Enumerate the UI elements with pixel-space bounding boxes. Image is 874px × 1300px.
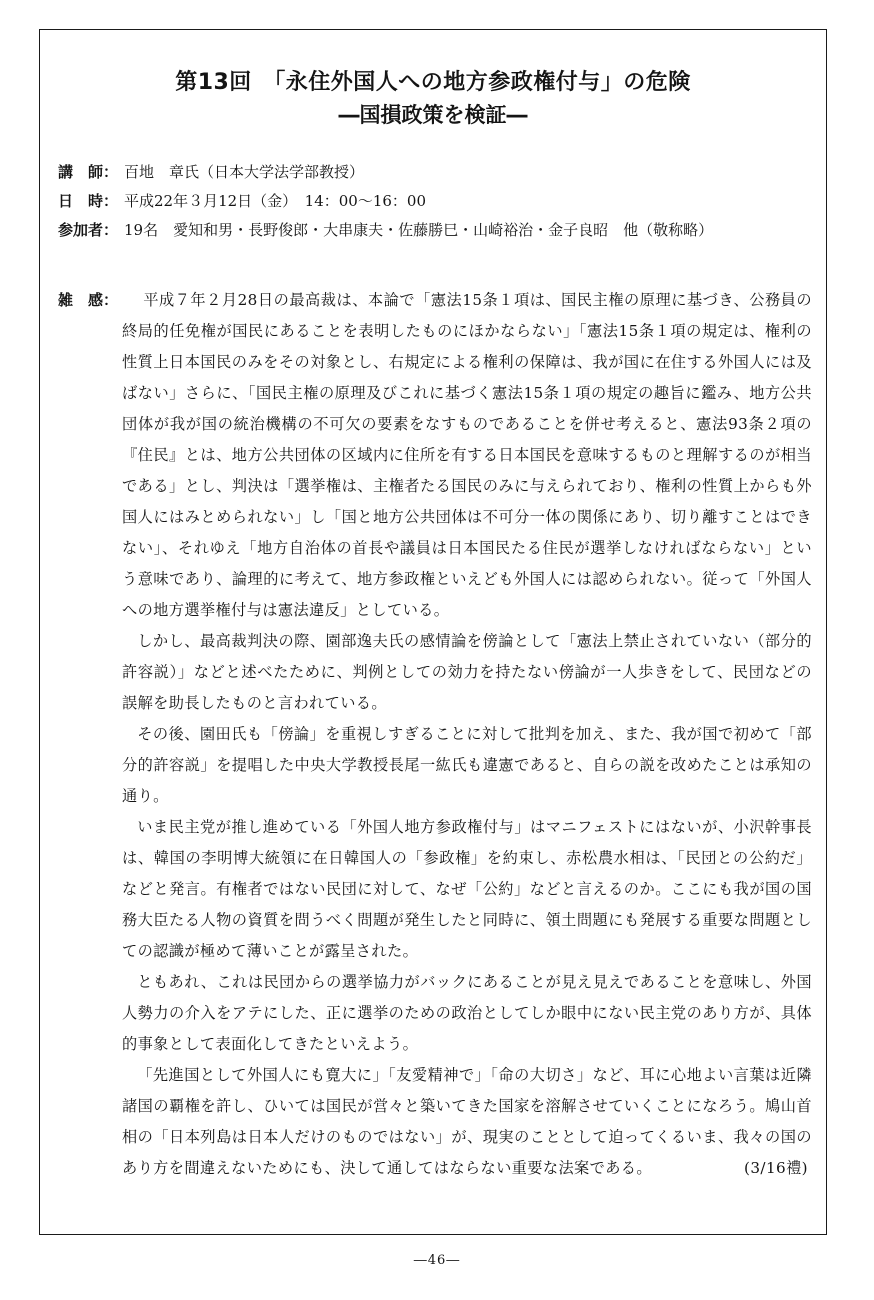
- notes-paragraph: いま民主党が推し進めている「外国人地方参政権付与」はマニフェストにはないが、小沢幹事長は、韓国の李明博大統領に在日韓国人の「参政権」を約束し、赤松農水相は、「民団との公約だ」などと発言。有権者ではない民団に対して、なぜ「公約」などと言えるのか。ここにも我が国の国務大臣たる人物の資質を問うべく問題が発生したと同時に、領土問題にも発展する重要な問題としての認識が極めて薄いことが露呈された。: [122, 818, 812, 960]
- notes-paragraph: 平成７年２月28日の最高裁は、本論で「憲法15条１項は、国民主権の原理に基づき、公務員の終局的任免権が国民にあることを表明したものにほかならない」「憲法15条１項の規定は、権利の性質上日本国民のみをその対象とし、右規定による権利の保障は、我が国に在住する外国人には及ばない」さらに、「国民主権の原理及びこれに基づく憲法15条１項の規定の趣旨に鑑み、地方公共団体が我が国の統治機構の不可欠の要素をなすものであることを併せ考えると、憲法93条２項の『住民』とは、地方公共団体の区域内に住所を有する日本国民を意味するものと理解するのが相当である」とし、判決は「選挙権は、主権者たる国民のみに与えられており、権利の性質上からも外国人にはみとめられない」し「国と地方公共団体は不可分一体の関係にあり、切り離すことはできない」、それゆえ「地方自治体の首長や議員は日本国民たる住民が選挙しなければならない」という意味であり、論理的に考えて、地方参政権といえども外国人には認められない。従って「外国人への地方選挙権付与は憲法違反」としている。: [122, 291, 812, 619]
- meeting-info: [58, 158, 713, 245]
- participants-value: 19名 愛知和男・長野俊郎・大串康夫・佐藤勝巳・山崎裕治・金子良昭 他（敬称略）: [124, 221, 714, 239]
- notes-paragraph: しかし、最高裁判決の際、園部逸夫氏の感情論を傍論として「憲法上禁止されていない（部分的許容説）」などと述べたために、判例としての効力を持たない傍論が一人歩きをして、民団などの誤解を助長したものと言われている。: [122, 632, 812, 712]
- lecturer-value: 百地 章氏（日本大学法学部教授）: [124, 163, 365, 181]
- document-frame: [39, 29, 827, 1235]
- datetime-row: [58, 187, 713, 216]
- participants-label: 参加者：: [58, 221, 119, 239]
- datetime-value: 平成22年３月12日（金） 14：00〜16：00: [124, 192, 427, 210]
- notes-paragraph: ともあれ、これは民団からの選挙協力がバックにあることが見え見えであることを意味し、外国人勢力の介入をアテにした、正に選挙のための政治としてしか眼中にない民主党のあり方が、具体的事象として表面化してきたといえよう。: [122, 973, 812, 1053]
- datetime-label: 日 時：: [58, 192, 119, 210]
- lecturer-row: [58, 158, 713, 187]
- notes-paragraph: その後、園田氏も「傍論」を重視しすぎることに対して批判を加え、また、我が国で初めて「部分的許容説」を提唱した中央大学教授長尾一紘氏も違憲であると、自らの説を改めたことは承知の通り。: [122, 725, 812, 805]
- notes-paragraph: 「先進国として外国人にも寛大に」「友愛精神で」「命の大切さ」など、耳に心地よい言葉は近隣諸国の覇権を許し、ひいては国民が営々と築いてきた国家を溶解させていくことになろう。鳩山首相の「日本列島は日本人だけのものではない」が、現実のこととして迫ってくるいま、我々の国のあり方を間違えないためにも、決して通してはならない重要な法案である。: [122, 1066, 812, 1177]
- page-number: ―46―: [413, 1253, 461, 1268]
- participants-row: [58, 216, 713, 245]
- page-subtitle: ―国損政策を検証―: [338, 103, 528, 127]
- notes-body: [122, 285, 812, 1184]
- lecturer-label: 講 師：: [58, 163, 119, 181]
- author-signature: (3/16禮): [744, 1159, 808, 1177]
- page-title: 第13回 「永住外国人への地方参政権付与」の危険: [175, 70, 691, 95]
- notes-label: 雑 感：: [58, 291, 119, 309]
